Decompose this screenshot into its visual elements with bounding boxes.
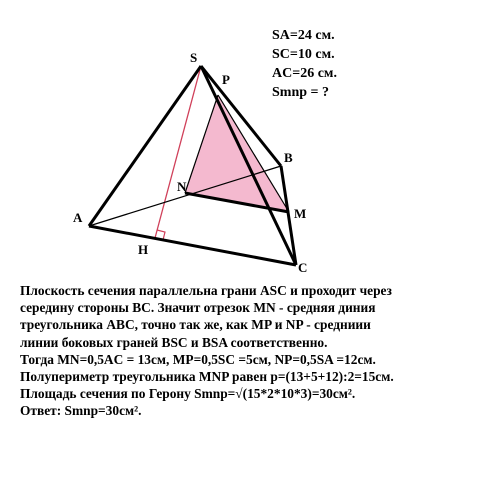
label-h: H xyxy=(138,242,149,257)
label-c: C xyxy=(298,260,308,275)
solution-line: треугольника ABC, точно так же, как MP и NP - средниии xyxy=(20,317,371,333)
given-sc: SC=10 см. xyxy=(272,47,335,62)
label-p: P xyxy=(222,72,230,87)
given-values xyxy=(272,26,337,102)
solution-line: Плоскость сечения параллельна грани ASC и проходит через xyxy=(20,283,392,298)
given-question: Smnp = ? xyxy=(272,85,329,100)
solution-line: середину стороны BC. Значит отрезок MN - средняя диния xyxy=(20,300,376,316)
solution-line: Тогда MN=0,5AC = 13см, MP=0,5SC =5см, NP=0,5SA =12см. xyxy=(20,351,376,367)
solution-answer: Ответ: Smnp=30см². xyxy=(20,403,142,419)
label-a: A xyxy=(73,210,83,225)
edge-ac xyxy=(89,226,296,265)
solution-text xyxy=(20,282,480,420)
solution-line: линии боковых граней BSC и BSA соответственно. xyxy=(20,334,328,350)
edge-sa xyxy=(89,66,201,226)
solution-line: Полупериметр треугольника MNP равен p=(13+5+12):2=15см. xyxy=(20,369,394,385)
label-b: B xyxy=(284,150,293,165)
solution-line: Площадь сечения по Герону Smnp=√(15*2*10*3)=30см². xyxy=(20,386,356,402)
given-ac: AC=26 см. xyxy=(272,66,337,81)
label-m: M xyxy=(294,206,307,221)
label-n: N xyxy=(177,179,187,194)
height-line-sh xyxy=(155,66,201,238)
label-s: S xyxy=(190,50,198,65)
given-sa: SA=24 см. xyxy=(272,28,335,43)
